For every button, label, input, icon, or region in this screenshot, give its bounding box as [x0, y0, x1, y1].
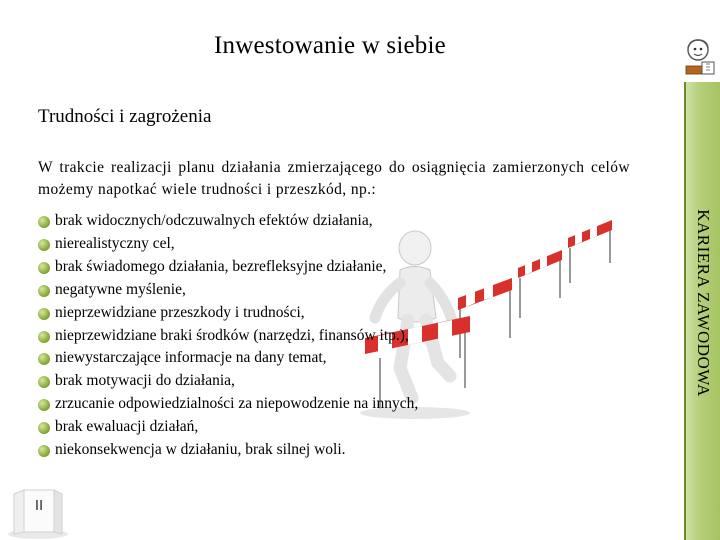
sidebar-label: KARIERA ZAWODOWA [694, 209, 713, 397]
bullet-dot-icon [38, 445, 50, 457]
list-item: negatywne myślenie, [38, 279, 418, 302]
bullet-dot-icon [38, 331, 50, 343]
intro-paragraph: W trakcie realizacji planu działania zmierzającego do osiągnięcia zamierzonych celów możemy napotkać wiele trudności i przeszkód, np.: [38, 159, 630, 198]
list-item: nieprzewidziane braki środków (narzędzi, finansów itp.), [38, 325, 418, 348]
reading-person-logo [680, 36, 720, 80]
difficulties-list [38, 210, 418, 462]
list-item: brak ewaluacji działań, [38, 416, 418, 439]
list-item: brak motywacji do działania, [38, 370, 418, 393]
list-item: brak widocznych/odczuwalnych efektów działania, [38, 210, 418, 233]
slide-subtitle: Trudności i zagrożenia [38, 106, 212, 127]
bullet-dot-icon [38, 239, 50, 251]
list-item: niewystarczające informacje na dany temat, [38, 347, 418, 370]
bullet-dot-icon [38, 216, 50, 228]
list-item: brak świadomego działania, bezrefleksyjne działanie, [38, 256, 418, 279]
bullet-dot-icon [38, 353, 50, 365]
list-item: nierealistyczny cel, [38, 233, 418, 256]
list-item: zrzucanie odpowiedzialności za niepowodzenie na innych, [38, 393, 418, 416]
list-item: niekonsekwencja w działaniu, brak silnej woli. [38, 439, 418, 462]
bullet-dot-icon [38, 308, 50, 320]
bullet-dot-icon [38, 262, 50, 274]
bullet-dot-icon [38, 422, 50, 434]
bullet-dot-icon [38, 376, 50, 388]
slide-title: Inwestowanie w siebie [214, 32, 446, 59]
page-number: II [34, 497, 44, 514]
page-mark-icon [0, 488, 74, 540]
bullet-dot-icon [38, 285, 50, 297]
bullet-dot-icon [38, 399, 50, 411]
list-item: nieprzewidziane przeszkody i trudności, [38, 302, 418, 325]
